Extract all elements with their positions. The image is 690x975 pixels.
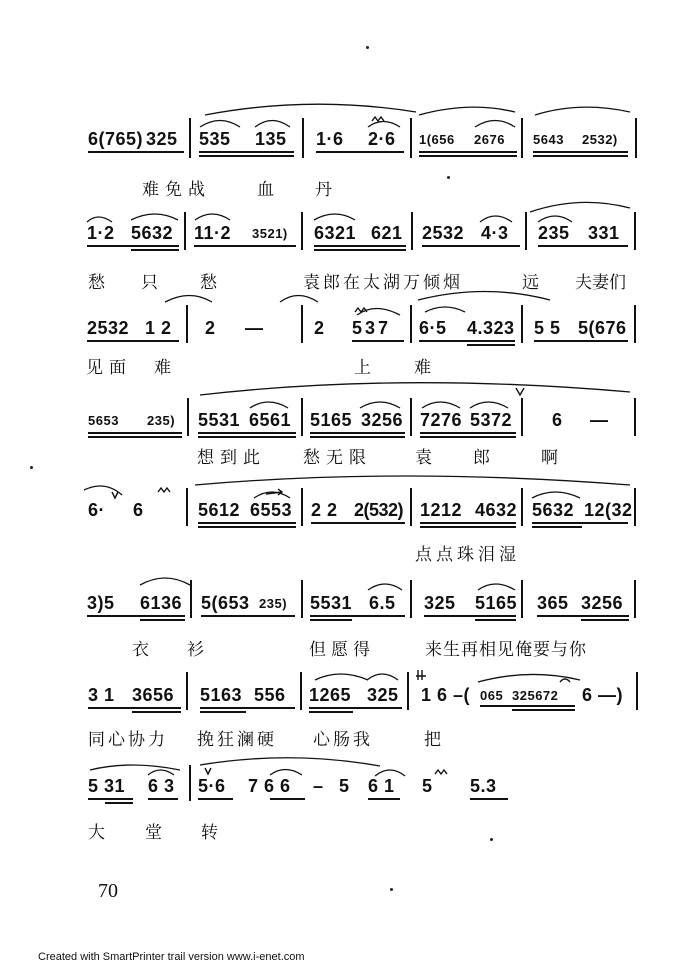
note-group: 6 <box>582 685 593 705</box>
note-group: 6321 <box>314 223 357 243</box>
note-group: 1 6 –( <box>421 685 471 705</box>
note-group: 5 <box>339 776 350 796</box>
note-group: 6 <box>552 410 563 430</box>
note-group: 1 2 <box>145 318 172 338</box>
lyric-text: 难 <box>414 358 431 378</box>
note-group: 1·2 <box>87 223 115 243</box>
note-group: 235 <box>538 223 570 243</box>
note-group: 325672 <box>512 688 559 703</box>
note-group: 7 6 6 <box>248 776 291 796</box>
note-group: 5(653 <box>201 593 250 613</box>
note-group: 5 5 <box>534 318 561 338</box>
note-group: 5·6 <box>198 776 226 796</box>
lyric-text: 难 <box>154 358 171 378</box>
note-group: 2 2 <box>311 500 338 520</box>
note-group: 6 1 <box>368 776 395 796</box>
lyric-text: 见面 <box>86 358 132 378</box>
lyric-text: 衫 <box>187 640 204 660</box>
note-group: 325 <box>146 129 178 149</box>
speck <box>390 888 393 891</box>
note-group: 3656 <box>132 685 175 705</box>
lyric-text: 远 <box>522 273 539 293</box>
note-group: 065 <box>480 688 504 703</box>
lyric-text: 想到此 <box>197 448 266 468</box>
note-group: 12(32 <box>584 500 633 520</box>
note-group: 6.5 <box>369 593 396 613</box>
note-group: 2676 <box>474 132 505 147</box>
lyric-text: 把 <box>424 730 441 750</box>
note-group: 5165 <box>310 410 353 430</box>
lyric-text: 只 <box>141 273 158 293</box>
note-group: — <box>245 318 264 338</box>
note-group: —) <box>598 685 623 705</box>
note-group: 5531 <box>198 410 241 430</box>
note-group: 365 <box>537 593 569 613</box>
note-group: 11·2 <box>194 223 232 243</box>
note-group: 6 <box>133 500 144 520</box>
lyric-text: 愁无限 <box>303 448 372 468</box>
note-group: 2·6 <box>368 129 396 149</box>
note-group: 235) <box>147 413 176 428</box>
note-group: — <box>590 410 609 430</box>
lyric-text: 转 <box>201 823 218 843</box>
note-group: 3256 <box>581 593 624 613</box>
note-group: 2532 <box>87 318 130 338</box>
note-group: 5653 <box>88 413 119 428</box>
note-group: 2532) <box>582 132 618 147</box>
note-group: 135 <box>255 129 287 149</box>
lyric-text: 来生再相见俺要与你 <box>425 640 587 660</box>
note-group: 6·5 <box>419 318 447 338</box>
note-group: 2 <box>314 318 325 338</box>
lyric-text: 愁 <box>200 273 217 293</box>
speck <box>30 466 33 469</box>
note-group: – <box>313 776 324 796</box>
footer-watermark: Created with SmartPrinter trail version www.i-enet.com <box>38 951 305 963</box>
note-group: 5531 <box>310 593 353 613</box>
lyric-text: 袁郎在太湖万倾烟 <box>303 273 463 293</box>
note-group: 621 <box>371 223 403 243</box>
lyric-text: 袁 <box>415 448 432 468</box>
lyric-text: 挽狂澜硬 <box>197 730 277 750</box>
speck <box>366 46 369 49</box>
note-group: 6 3 <box>148 776 175 796</box>
note-group: 235) <box>259 596 288 611</box>
note-group: 3 1 <box>88 685 115 705</box>
lyric-text: 但愿得 <box>309 640 375 660</box>
note-group: 5(676 <box>578 318 627 338</box>
note-group: 6553 <box>250 500 293 520</box>
note-group: 556 <box>254 685 286 705</box>
lyric-text: 丹 <box>315 180 332 200</box>
lyric-text: 衣 <box>132 640 149 660</box>
note-group: 3)5 <box>87 593 115 613</box>
lyric-text: 大 <box>88 823 105 843</box>
note-group: 6136 <box>140 593 183 613</box>
lyric-text: 上 <box>354 358 371 378</box>
note-group: 1·6 <box>316 129 344 149</box>
note-group: 4·3 <box>481 223 509 243</box>
lyric-text: 郎 <box>473 448 490 468</box>
note-group: 3256 <box>361 410 404 430</box>
note-group: 5 3 7 <box>352 318 388 338</box>
speck <box>490 838 493 841</box>
lyric-text: 点点珠泪湿 <box>415 545 520 565</box>
note-group: 1265 <box>309 685 352 705</box>
note-group: 4.323 <box>467 318 515 338</box>
note-group: 325 <box>367 685 399 705</box>
lyric-text: 愁 <box>88 273 105 293</box>
lyric-text: 难免战 <box>142 180 211 200</box>
note-group: 5643 <box>533 132 564 147</box>
note-group: 1(656 <box>419 132 455 147</box>
note-group: 325 <box>424 593 456 613</box>
note-group: 5163 <box>200 685 243 705</box>
note-group: 5165 <box>475 593 518 613</box>
note-group: 6(765) <box>88 129 144 149</box>
note-group: 535 <box>199 129 231 149</box>
note-group: 331 <box>588 223 620 243</box>
note-group: 6· <box>88 500 106 520</box>
note-group: 2 <box>205 318 216 338</box>
lyric-text: 心肠我 <box>313 730 373 750</box>
note-group: 5 <box>422 776 433 796</box>
note-group: 7276 <box>420 410 463 430</box>
note-group: 3521) <box>252 226 288 241</box>
note-group: 1212 <box>420 500 463 520</box>
note-group: 5632 <box>532 500 575 520</box>
note-group: 4632 <box>475 500 518 520</box>
speck <box>447 176 450 179</box>
note-group: 5 31 <box>88 776 126 796</box>
lyric-text: 啊 <box>541 448 558 468</box>
note-group: 2(532) <box>354 500 404 520</box>
note-group: 6561 <box>249 410 292 430</box>
lyric-text: 血 <box>257 180 274 200</box>
lyric-text: 夫妻们 <box>575 273 626 293</box>
note-group: 5612 <box>198 500 241 520</box>
note-group: 2532 <box>422 223 465 243</box>
note-group: 5632 <box>131 223 174 243</box>
page-number: 70 <box>98 880 118 902</box>
note-group: 5372 <box>470 410 513 430</box>
lyric-text: 同心协力 <box>88 730 168 750</box>
lyric-text: 堂 <box>145 823 162 843</box>
note-group: 5.3 <box>470 776 497 796</box>
